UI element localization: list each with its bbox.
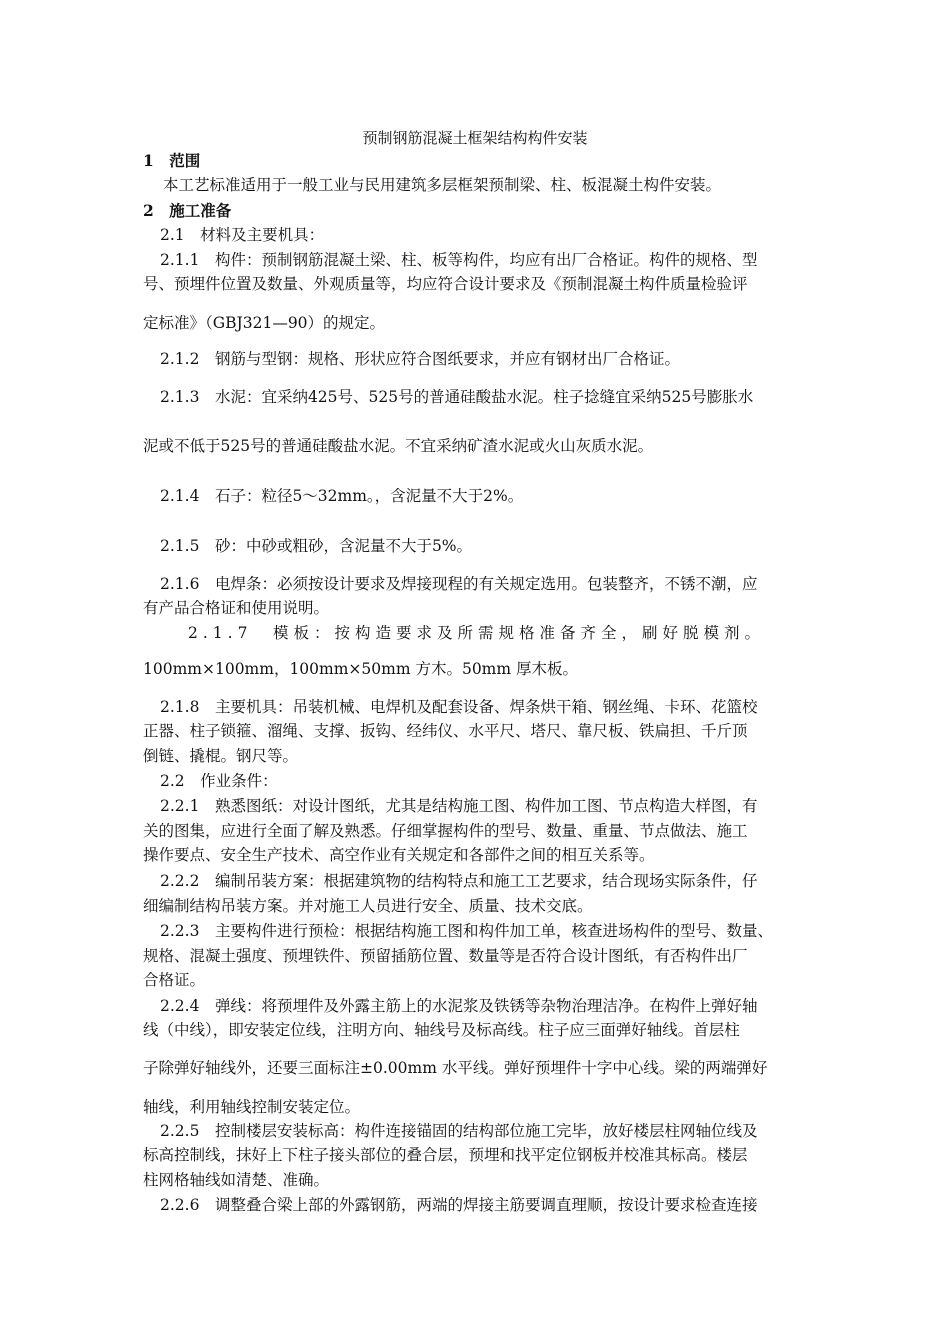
subsection-heading: 2.1 材料及主要机具： [160, 226, 325, 244]
paragraph-line: 2.1.5 砂：中砂或粗砂，含泥量不大于5%。 [160, 537, 473, 555]
section-heading: 2 施工准备 [143, 201, 232, 220]
paragraph-line: 2.2.2 编制吊装方案：根据建筑物的结构特点和施工工艺要求，结合现场实际条件，仔 [160, 872, 758, 890]
paragraph-line: 子除弹好轴线外，还要三面标注±0.00mm 水平线。弹好预埋件十字中心线。梁的两端弹好 [143, 1059, 768, 1077]
paragraph-line: 2.1.6 电焊条：必须按设计要求及焊接现程的有关规定选用。包装整齐，不锈不潮，应 [160, 575, 758, 593]
paragraph-line: 2.1.8 主要机具：吊装机械、电焊机及配套设备、焊条烘干箱、钢丝绳、卡环、花篮校 [160, 698, 758, 716]
paragraph-line: 关的图集，应进行全面了解及熟悉。仔细掌握构件的型号、数量、重量、节点做法、施工 [143, 822, 748, 840]
section-heading: 1 范围 [143, 151, 201, 170]
paragraph-line: 倒链、撬棍。钢尺等。 [143, 747, 299, 765]
paragraph-line: 有产品合格证和使用说明。 [143, 599, 330, 617]
paragraph-line: 合格证。 [143, 971, 206, 989]
paragraph-line: 泥或不低于525号的普通硅酸盐水泥。不宜采纳矿渣水泥或火山灰质水泥。 [143, 437, 654, 455]
paragraph-line: 线（中线），即安装定位线，注明方向、轴线号及标高线。柱子应三面弹好轴线。首层柱 [143, 1021, 740, 1039]
paragraph-line: 正器、柱子锁箍、溜绳、支撑、扳钩、经纬仪、水平尺、塔尺、靠尺板、铁扁担、千斤顶 [143, 722, 748, 740]
paragraph-line: 2.1.2 钢筋与型钢：规格、形状应符合图纸要求，并应有钢材出厂合格证。 [160, 350, 680, 368]
subsection-heading: 2.2 作业条件： [160, 772, 278, 790]
paragraph-line: 本工艺标准适用于一般工业与民用建筑多层框架预制梁、柱、板混凝土构件安装。 [163, 176, 722, 194]
paragraph-line: 2.2.3 主要构件进行预检：根据结构施工图和构件加工单，核查进场构件的型号、数量、 [160, 922, 773, 940]
paragraph-line: 2.1.7 模板：按构造要求及所需规格准备齐全，刷好脱模剂。 [188, 624, 765, 642]
paragraph-line: 细编制结构吊装方案。并对施工人员进行安全、质量、技术交底。 [143, 897, 593, 915]
paragraph-line: 标高控制线，抹好上下柱子接头部位的叠合层，预埋和找平定位钢板并校准其标高。楼层 [143, 1146, 748, 1164]
paragraph-line: 2.2.5 控制楼层安装标高：构件连接锚固的结构部位施工完毕，放好楼层柱网轴位线及 [160, 1122, 758, 1140]
paragraph-line: 2.1.1 构件：预制钢筋混凝土梁、柱、板等构件，均应有出厂合格证。构件的规格、型 [160, 251, 758, 269]
paragraph-line: 2.2.6 调整叠合梁上部的外露钢筋，两端的焊接主筋要调直理顺，按设计要求检查连接 [160, 1196, 758, 1214]
paragraph-line: 100mm×100mm，100mm×50mm 方木。50mm 厚木板。 [143, 660, 579, 678]
paragraph-line: 定标准》（GBJ321—90）的规定。 [143, 314, 386, 332]
document-title: 预制钢筋混凝土框架结构构件安装 [362, 129, 588, 147]
paragraph-line: 2.2.4 弹线：将预埋件及外露主筋上的水泥浆及铁锈等杂物治理洁净。在构件上弹好轴 [160, 997, 758, 1015]
paragraph-line: 操作要点、安全生产技术、高空作业有关规定和各部件之间的相互关系等。 [143, 846, 655, 864]
paragraph-line: 2.1.3 水泥：宜采纳425号、525号的普通硅酸盐水泥。柱子捻缝宜采纳525号膨胀水 [160, 388, 754, 406]
paragraph-line: 柱网格轴线如清楚、准确。 [143, 1171, 330, 1189]
paragraph-line: 号、预埋件位置及数量、外观质量等，均应符合设计要求及《预制混凝土构件质量检验评 [143, 275, 748, 293]
paragraph-line: 轴线，利用轴线控制安装定位。 [143, 1098, 361, 1116]
paragraph-line: 2.2.1 熟悉图纸：对设计图纸，尤其是结构施工图、构件加工图、节点构造大样图，有 [160, 797, 758, 815]
paragraph-line: 2.1.4 石子：粒径5～32mm。，含泥量不大于2%。 [160, 487, 524, 505]
paragraph-line: 规格、混凝土强度、预埋铁件、预留插筋位置、数量等是否符合设计图纸，有否构件出厂 [143, 947, 748, 965]
